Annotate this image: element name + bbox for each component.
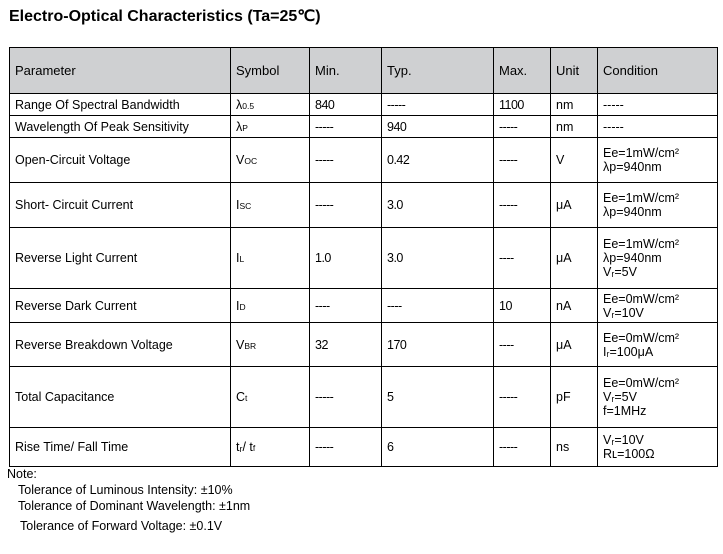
condition-line: Ee=0mW/cm² <box>603 376 680 390</box>
symbol-subscript: t <box>245 393 248 403</box>
notes-label: Note: <box>7 467 37 481</box>
page-title: Electro-Optical Characteristics (Ta=25℃) <box>9 8 321 25</box>
condition-line: Rʟ=100Ω <box>603 447 655 461</box>
note-item: Tolerance of Luminous Intensity: ±10% <box>18 483 233 497</box>
symbol-main: I <box>236 251 240 265</box>
condition-line: Vᵣ=10V <box>603 433 644 447</box>
typ-cell: 0.42 <box>382 138 494 183</box>
column-header: Min. <box>310 48 382 94</box>
unit-cell: nA <box>551 289 598 323</box>
unit-cell: μA <box>551 323 598 367</box>
parameter-cell: Total Capacitance <box>10 367 231 428</box>
condition-line: ----- <box>603 97 624 112</box>
condition-cell <box>598 428 718 467</box>
min-cell: ----- <box>310 116 382 138</box>
condition-line: Vᵣ=5V <box>603 265 637 279</box>
min-cell: 840 <box>310 94 382 116</box>
symbol-main: I <box>236 298 240 313</box>
typ-cell: 170 <box>382 323 494 367</box>
parameter-cell: Reverse Breakdown Voltage <box>10 323 231 367</box>
symbol-subscript: 0.5 <box>242 100 255 111</box>
unit-cell: μA <box>551 183 598 228</box>
symbol-subscript: f <box>252 443 256 453</box>
min-cell: 1.0 <box>310 228 382 289</box>
parameter-cell: Wavelength Of Peak Sensitivity <box>10 116 231 138</box>
condition-line: λp=940nm <box>603 160 662 174</box>
column-header: Unit <box>551 48 598 94</box>
unit-cell: pF <box>551 367 598 428</box>
symbol-subscript: BR <box>244 340 257 351</box>
column-header: Typ. <box>382 48 494 94</box>
max-cell: ----- <box>494 367 551 428</box>
column-header: Condition <box>598 48 718 94</box>
condition-line: Ee=0mW/cm² <box>603 291 680 306</box>
min-cell: 32 <box>310 323 382 367</box>
column-header: Symbol <box>231 48 310 94</box>
notes <box>7 466 250 534</box>
symbol-subscript: L <box>239 254 245 264</box>
condition-cell <box>598 289 718 323</box>
min-cell: ---- <box>310 289 382 323</box>
unit-cell: V <box>551 138 598 183</box>
typ-cell: 5 <box>382 367 494 428</box>
min-cell: ----- <box>310 183 382 228</box>
min-cell: ----- <box>310 367 382 428</box>
parameter-cell: Open-Circuit Voltage <box>10 138 231 183</box>
symbol-main: V <box>236 153 245 167</box>
symbol-subscript: SC <box>239 201 252 211</box>
max-cell: 1100 <box>494 94 551 116</box>
note-item: Tolerance of Dominant Wavelength: ±1nm <box>18 499 251 513</box>
symbol-subscript: P <box>242 122 248 133</box>
table-header-row <box>10 48 718 94</box>
table-row <box>10 116 718 138</box>
min-cell: ----- <box>310 428 382 467</box>
condition-line: λp=940nm <box>603 251 662 265</box>
condition-cell <box>598 228 718 289</box>
condition-cell <box>598 116 718 138</box>
unit-cell: ns <box>551 428 598 467</box>
condition-line: Ee=1mW/cm² <box>603 191 680 205</box>
symbol-cell <box>231 323 310 367</box>
symbol-cell <box>231 183 310 228</box>
condition-line: Vᵣ=5V <box>603 390 637 404</box>
symbol-subscript: OC <box>244 156 258 166</box>
symbol-cell <box>231 138 310 183</box>
symbol-main: λ <box>236 119 243 134</box>
condition-cell <box>598 367 718 428</box>
symbol-cell <box>231 94 310 116</box>
condition-line: f=1MHz <box>603 404 647 418</box>
max-cell: ----- <box>494 183 551 228</box>
condition-line: Iᵣ=100μA <box>603 344 654 359</box>
characteristics-table <box>9 47 718 467</box>
table-row <box>10 367 718 428</box>
typ-cell: ---- <box>382 289 494 323</box>
max-cell: ----- <box>494 428 551 467</box>
parameter-cell: Range Of Spectral Bandwidth <box>10 94 231 116</box>
symbol-cell <box>231 116 310 138</box>
table-row <box>10 138 718 183</box>
symbol-main: λ <box>236 97 243 112</box>
unit-cell: nm <box>551 94 598 116</box>
condition-line: Ee=1mW/cm² <box>603 237 680 251</box>
column-header: Max. <box>494 48 551 94</box>
symbol-cell <box>231 228 310 289</box>
max-cell: ---- <box>494 228 551 289</box>
unit-cell: μA <box>551 228 598 289</box>
max-cell: ----- <box>494 116 551 138</box>
symbol-main: V <box>236 337 245 352</box>
typ-cell: ----- <box>382 94 494 116</box>
symbol-main: I <box>236 198 240 212</box>
condition-cell <box>598 94 718 116</box>
max-cell: ---- <box>494 323 551 367</box>
symbol-cell <box>231 367 310 428</box>
min-cell: ----- <box>310 138 382 183</box>
typ-cell: 940 <box>382 116 494 138</box>
unit-cell: nm <box>551 116 598 138</box>
condition-line: Ee=1mW/cm² <box>603 146 680 160</box>
symbol-cell <box>231 428 310 467</box>
column-header: Parameter <box>10 48 231 94</box>
parameter-cell: Reverse Dark Current <box>10 289 231 323</box>
condition-cell <box>598 323 718 367</box>
note-item: Tolerance of Forward Voltage: ±0.1V <box>20 519 223 533</box>
parameter-cell: Rise Time/ Fall Time <box>10 428 231 467</box>
table-row <box>10 94 718 116</box>
condition-cell <box>598 183 718 228</box>
symbol-main: tᵣ/ t <box>236 440 253 454</box>
parameter-cell: Short- Circuit Current <box>10 183 231 228</box>
typ-cell: 3.0 <box>382 183 494 228</box>
condition-line: ----- <box>603 119 624 134</box>
table-row <box>10 289 718 323</box>
condition-cell <box>598 138 718 183</box>
condition-line: Vᵣ=10V <box>603 305 644 320</box>
condition-line: λp=940nm <box>603 205 662 219</box>
condition-line: Ee=0mW/cm² <box>603 330 680 345</box>
parameter-cell: Reverse Light Current <box>10 228 231 289</box>
symbol-main: C <box>236 390 246 404</box>
symbol-cell <box>231 289 310 323</box>
table-row <box>10 323 718 367</box>
max-cell: 10 <box>494 289 551 323</box>
typ-cell: 3.0 <box>382 228 494 289</box>
typ-cell: 6 <box>382 428 494 467</box>
table-row <box>10 228 718 289</box>
table-row <box>10 183 718 228</box>
table-row <box>10 428 718 467</box>
max-cell: ----- <box>494 138 551 183</box>
symbol-subscript: D <box>239 301 246 312</box>
